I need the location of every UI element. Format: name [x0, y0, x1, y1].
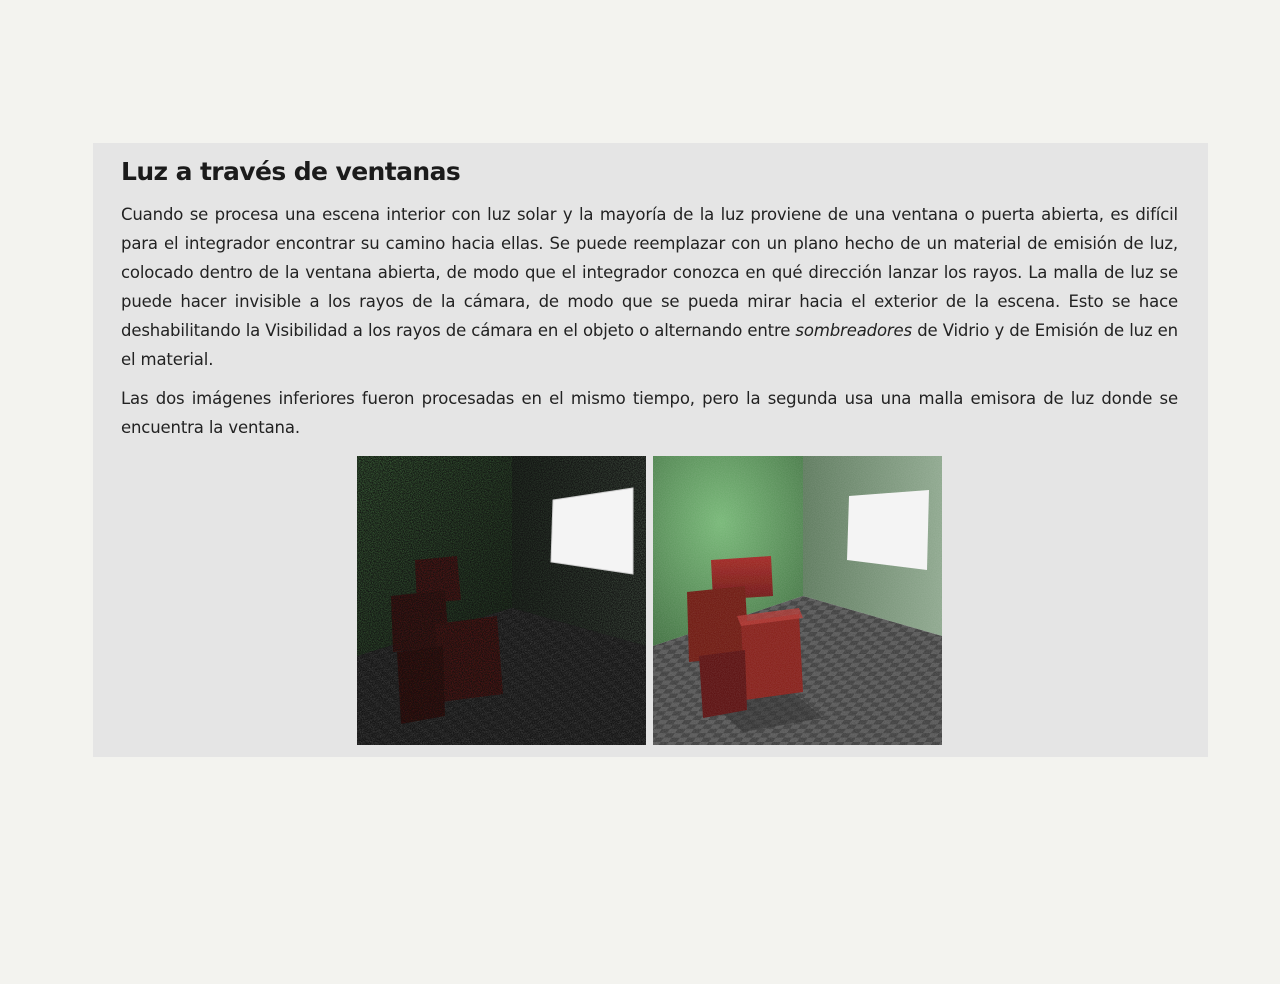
- paragraph-intro-text-end: de Vidrio y de Emisión de luz en el material.: [121, 321, 1178, 369]
- render-comparison: [357, 456, 943, 745]
- paragraph-intro: [121, 200, 1178, 374]
- paragraph-comparison: Las dos imágenes inferiores fueron procesadas en el mismo tiempo, pero la segunda usa una malla emisora de luz donde se encuentra la ventana.: [121, 389, 1178, 437]
- section-title: Luz a través de ventanas: [121, 157, 461, 186]
- paragraph-intro-emphasis: sombreadores: [795, 321, 913, 340]
- content-panel: [93, 143, 1208, 757]
- render-image-clean: [653, 456, 942, 745]
- render-image-noisy: [357, 456, 646, 745]
- paragraph-intro-text: Cuando se procesa una escena interior con luz solar y la mayoría de la luz proviene de una ventana o puerta abierta, es difícil para el integrador encontrar su camino hacia ellas. Se puede reemplazar con un plano hecho de un material de emisión de luz, colocado dentro de la ventana abierta, de modo que el integrador conozca en qué dirección lanzar los rayos. La malla de luz se puede hacer invisible a los rayos de la cámara, de modo que se pueda mirar hacia el exterior de la escena. Esto se hace deshabilitando la Visibilidad a los rayos de cámara en el objeto o alternando entre: [121, 205, 1178, 340]
